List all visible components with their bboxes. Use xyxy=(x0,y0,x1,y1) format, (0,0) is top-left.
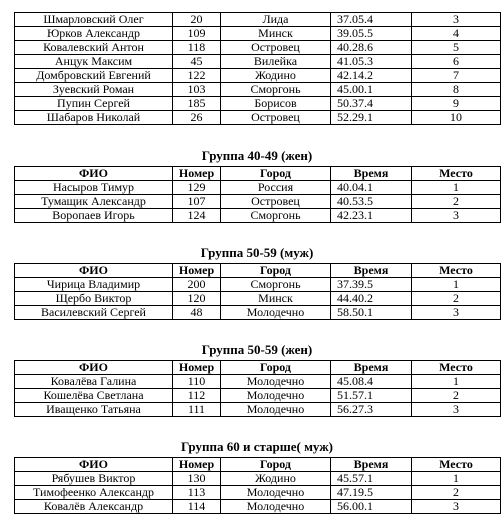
city-cell: Молодечно xyxy=(221,500,331,514)
city-cell: Островец xyxy=(221,41,331,55)
city-cell: Жодино xyxy=(221,69,331,83)
results-table-40-49-f xyxy=(14,166,501,223)
name-cell: Зуевский Роман xyxy=(15,83,173,97)
place-cell: 1 xyxy=(412,472,501,486)
header-name: ФИО xyxy=(15,264,173,278)
number-cell: 110 xyxy=(173,375,221,389)
group-heading: Группа 60 и старше( муж) xyxy=(180,439,334,454)
number-cell: 120 xyxy=(173,292,221,306)
number-cell: 200 xyxy=(173,278,221,292)
number-cell: 129 xyxy=(173,181,221,195)
header-row xyxy=(15,264,501,278)
name-cell: Юрков Александр xyxy=(15,27,173,41)
table-row xyxy=(15,306,501,320)
time-cell: 52.29.1 xyxy=(331,111,412,125)
header-time: Время xyxy=(331,361,412,375)
results-table-continued xyxy=(14,12,501,125)
place-cell: 2 xyxy=(412,195,501,209)
number-cell: 26 xyxy=(173,111,221,125)
place-cell: 1 xyxy=(412,375,501,389)
header-number: Номер xyxy=(173,264,221,278)
time-cell: 37.39.5 xyxy=(331,278,412,292)
time-cell: 47.19.5 xyxy=(331,486,412,500)
city-cell: Островец xyxy=(221,111,331,125)
city-cell: Россия xyxy=(221,181,331,195)
name-cell: Анцук Максим xyxy=(15,55,173,69)
name-cell: Ковалёва Галина xyxy=(15,375,173,389)
time-cell: 45.00.1 xyxy=(331,83,412,97)
city-cell: Молодечно xyxy=(221,403,331,417)
place-cell: 3 xyxy=(412,403,501,417)
table-row xyxy=(15,27,501,41)
header-name: ФИО xyxy=(15,361,173,375)
place-cell: 3 xyxy=(412,209,501,223)
city-cell: Лида xyxy=(221,13,331,27)
header-name: ФИО xyxy=(15,167,173,181)
time-cell: 56.27.3 xyxy=(331,403,412,417)
header-number: Номер xyxy=(173,361,221,375)
number-cell: 109 xyxy=(173,27,221,41)
header-city: Город xyxy=(221,167,331,181)
city-cell: Борисов xyxy=(221,97,331,111)
city-cell: Сморгонь xyxy=(221,209,331,223)
table-row xyxy=(15,375,501,389)
place-cell: 2 xyxy=(412,292,501,306)
name-cell: Домбровский Евгений xyxy=(15,69,173,83)
name-cell: Кошелёва Светлана xyxy=(15,389,173,403)
name-cell: Щербо Виктор xyxy=(15,292,173,306)
time-cell: 58.50.1 xyxy=(331,306,412,320)
city-cell: Островец xyxy=(221,195,331,209)
table-row xyxy=(15,278,501,292)
place-cell: 5 xyxy=(412,41,501,55)
place-cell: 1 xyxy=(412,181,501,195)
results-table-50-59-f xyxy=(14,360,501,417)
number-cell: 103 xyxy=(173,83,221,97)
time-cell: 50.37.4 xyxy=(331,97,412,111)
city-cell: Минск xyxy=(221,292,331,306)
place-cell: 3 xyxy=(412,13,501,27)
city-cell: Сморгонь xyxy=(221,278,331,292)
name-cell: Тимофеенко Александр xyxy=(15,486,173,500)
name-cell: Шмарловский Олег xyxy=(15,13,173,27)
name-cell: Пупин Сергей xyxy=(15,97,173,111)
header-name: ФИО xyxy=(15,458,173,472)
group-heading: Группа 50-59 (жен) xyxy=(201,342,313,357)
table-row xyxy=(15,181,501,195)
city-cell: Минск xyxy=(221,27,331,41)
header-city: Город xyxy=(221,361,331,375)
table-row xyxy=(15,292,501,306)
header-number: Номер xyxy=(173,458,221,472)
number-cell: 111 xyxy=(173,403,221,417)
number-cell: 130 xyxy=(173,472,221,486)
number-cell: 112 xyxy=(173,389,221,403)
name-cell: Чирица Владимир xyxy=(15,278,173,292)
time-cell: 42.23.1 xyxy=(331,209,412,223)
number-cell: 122 xyxy=(173,69,221,83)
name-cell: Шабаров Николай xyxy=(15,111,173,125)
time-cell: 40.28.6 xyxy=(331,41,412,55)
name-cell: Тумащик Александр xyxy=(15,195,173,209)
time-cell: 44.40.2 xyxy=(331,292,412,306)
number-cell: 107 xyxy=(173,195,221,209)
table-row xyxy=(15,41,501,55)
city-cell: Молодечно xyxy=(221,306,331,320)
place-cell: 9 xyxy=(412,97,501,111)
results-table-60-plus-m xyxy=(14,457,501,514)
time-cell: 45.08.4 xyxy=(331,375,412,389)
group-heading: Группа 50-59 (муж) xyxy=(200,245,314,260)
time-cell: 37.05.4 xyxy=(331,13,412,27)
time-cell: 41.05.3 xyxy=(331,55,412,69)
number-cell: 118 xyxy=(173,41,221,55)
time-cell: 51.57.1 xyxy=(331,389,412,403)
header-number: Номер xyxy=(173,167,221,181)
time-cell: 40.04.1 xyxy=(331,181,412,195)
header-time: Время xyxy=(331,167,412,181)
number-cell: 20 xyxy=(173,13,221,27)
place-cell: 3 xyxy=(412,306,501,320)
time-cell: 40.53.5 xyxy=(331,195,412,209)
name-cell: Ковалёв Александр xyxy=(15,500,173,514)
city-cell: Вилейка xyxy=(221,55,331,69)
place-cell: 1 xyxy=(412,278,501,292)
city-cell: Жодино xyxy=(221,472,331,486)
header-place: Место xyxy=(412,167,501,181)
header-place: Место xyxy=(412,361,501,375)
city-cell: Молодечно xyxy=(221,375,331,389)
name-cell: Василевский Сергей xyxy=(15,306,173,320)
place-cell: 3 xyxy=(412,500,501,514)
table-row xyxy=(15,13,501,27)
name-cell: Воропаев Игорь xyxy=(15,209,173,223)
time-cell: 39.05.5 xyxy=(331,27,412,41)
table-row xyxy=(15,97,501,111)
place-cell: 7 xyxy=(412,69,501,83)
number-cell: 185 xyxy=(173,97,221,111)
place-cell: 8 xyxy=(412,83,501,97)
table-row xyxy=(15,55,501,69)
group-heading: Группа 40-49 (жен) xyxy=(201,148,313,163)
table-row xyxy=(15,472,501,486)
time-cell: 42.14.2 xyxy=(331,69,412,83)
header-time: Время xyxy=(331,458,412,472)
table-row xyxy=(15,403,501,417)
header-city: Город xyxy=(221,264,331,278)
number-cell: 45 xyxy=(173,55,221,69)
name-cell: Иващенко Татьяна xyxy=(15,403,173,417)
place-cell: 2 xyxy=(412,486,501,500)
number-cell: 114 xyxy=(173,500,221,514)
time-cell: 56.00.1 xyxy=(331,500,412,514)
header-place: Место xyxy=(412,264,501,278)
header-row xyxy=(15,167,501,181)
place-cell: 6 xyxy=(412,55,501,69)
table-row xyxy=(15,83,501,97)
table-row xyxy=(15,500,501,514)
name-cell: Рябушев Виктор xyxy=(15,472,173,486)
header-city: Город xyxy=(221,458,331,472)
name-cell: Ковалевский Антон xyxy=(15,41,173,55)
header-row xyxy=(15,458,501,472)
number-cell: 48 xyxy=(173,306,221,320)
number-cell: 124 xyxy=(173,209,221,223)
city-cell: Молодечно xyxy=(221,486,331,500)
place-cell: 2 xyxy=(412,389,501,403)
header-place: Место xyxy=(412,458,501,472)
place-cell: 4 xyxy=(412,27,501,41)
header-time: Время xyxy=(331,264,412,278)
table-row xyxy=(15,195,501,209)
name-cell: Насыров Тимур xyxy=(15,181,173,195)
number-cell: 113 xyxy=(173,486,221,500)
city-cell: Сморгонь xyxy=(221,83,331,97)
city-cell: Молодечно xyxy=(221,389,331,403)
header-row xyxy=(15,361,501,375)
table-row xyxy=(15,389,501,403)
table-row xyxy=(15,69,501,83)
results-table-50-59-m xyxy=(14,263,501,320)
table-row xyxy=(15,486,501,500)
place-cell: 10 xyxy=(412,111,501,125)
table-row xyxy=(15,209,501,223)
table-row xyxy=(15,111,501,125)
time-cell: 45.57.1 xyxy=(331,472,412,486)
